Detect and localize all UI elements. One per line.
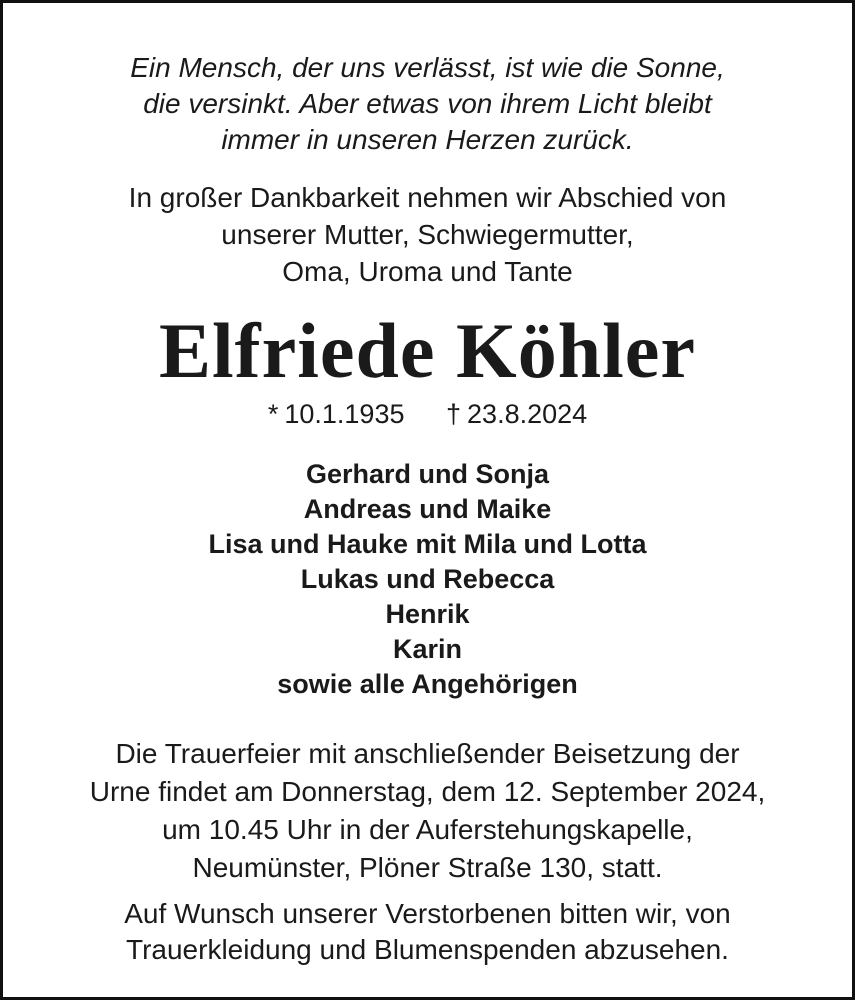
intro-line: Oma, Uroma und Tante bbox=[282, 256, 573, 287]
mourner-line: Henrik bbox=[385, 599, 470, 629]
mourner-line: Karin bbox=[392, 634, 463, 664]
birth-date-group bbox=[268, 396, 405, 432]
quote-line: Ein Mensch, der uns verlässt, ist wie die Sonne, bbox=[130, 52, 725, 83]
memorial-quote bbox=[3, 50, 852, 158]
mourner-line: sowie alle Angehörigen bbox=[277, 669, 578, 699]
intro-line: In großer Dankbarkeit nehmen wir Abschied von bbox=[128, 182, 727, 213]
mourning-request bbox=[3, 896, 852, 968]
service-line: Urne findet am Donnerstag, dem 12. September 2024, bbox=[89, 776, 766, 807]
quote-line: die versinkt. Aber etwas von ihrem Licht bleibt bbox=[143, 88, 712, 119]
mourners-list bbox=[3, 457, 852, 702]
service-line: Die Trauerfeier mit anschließender Beisetzung der bbox=[115, 738, 740, 769]
death-cross-icon: † bbox=[446, 399, 462, 429]
quote-line: immer in unseren Herzen zurück. bbox=[221, 124, 634, 155]
request-line: Auf Wunsch unserer Verstorbenen bitten wir, von bbox=[124, 898, 731, 929]
mourner-line: Andreas und Maike bbox=[303, 494, 552, 524]
death-date-group bbox=[446, 396, 587, 432]
funeral-service-info bbox=[3, 735, 852, 887]
service-line: um 10.45 Uhr in der Auferstehungskapelle, bbox=[162, 814, 693, 845]
intro-line: unserer Mutter, Schwiegermutter, bbox=[221, 219, 634, 250]
birth-date: 10.1.1935 bbox=[284, 399, 405, 429]
mourner-line: Lisa und Hauke mit Mila und Lotta bbox=[208, 529, 647, 559]
farewell-intro bbox=[3, 179, 852, 290]
mourner-line: Lukas und Rebecca bbox=[300, 564, 555, 594]
mourner-line: Gerhard und Sonja bbox=[305, 459, 550, 489]
service-line: Neumünster, Plöner Straße 130, statt. bbox=[192, 852, 663, 883]
life-dates bbox=[3, 396, 852, 432]
deceased-name: Elfriede Köhler bbox=[158, 307, 697, 394]
request-line: Trauerkleidung und Blumenspenden abzusehen. bbox=[126, 934, 729, 965]
birth-star-icon: * bbox=[267, 399, 279, 429]
death-date: 23.8.2024 bbox=[467, 399, 588, 429]
